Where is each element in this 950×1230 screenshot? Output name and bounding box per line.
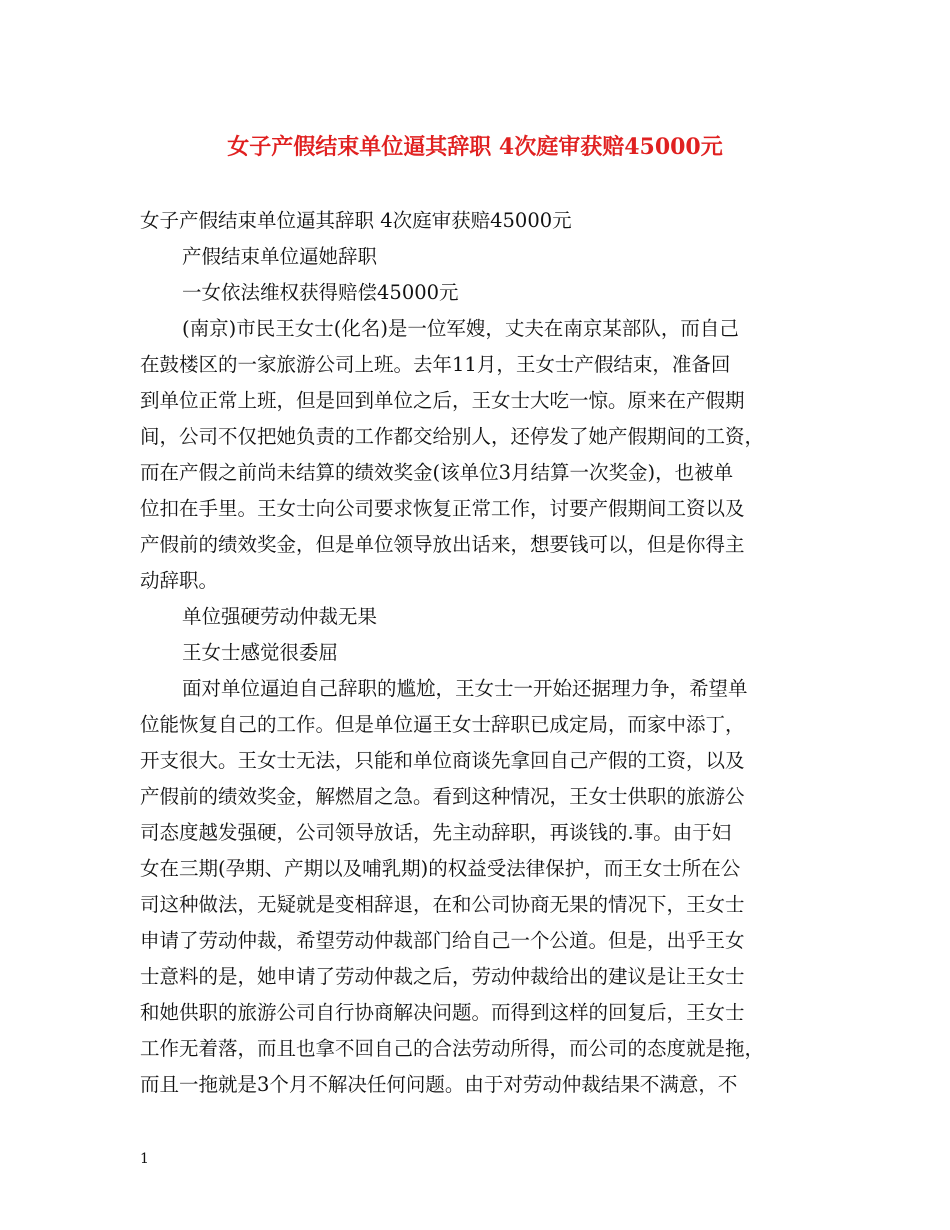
paragraph-line: 工作无着落，而且也拿不回自己的合法劳动所得，而公司的态度就是拖， <box>140 1037 765 1060</box>
section-heading: 单位强硬劳动仲裁无果 <box>182 605 378 628</box>
paragraph-line: (南京)市民王女士(化名)是一位军嫂，丈夫在南京某部队，而自己 <box>182 317 739 340</box>
section-heading: 一女依法维权获得赔偿45000元 <box>182 281 459 304</box>
paragraph-line: 面对单位逼迫自己辞职的尴尬，王女士一开始还据理力争，希望单 <box>182 677 748 700</box>
section-heading: 产假结束单位逼她辞职 <box>182 245 378 268</box>
paragraph-line: 而在产假之前尚未结算的绩效奖金(该单位3月结算一次奖金)，也被单 <box>140 461 734 484</box>
paragraph-line: 和她供职的旅游公司自行协商解决问题。而得到这样的回复后，王女士 <box>140 1001 745 1024</box>
paragraph-line: 开支很大。王女士无法，只能和单位商谈先拿回自己产假的工资，以及 <box>140 749 745 772</box>
paragraph-line: 到单位正常上班，但是回到单位之后，王女士大吃一惊。原来在产假期 <box>140 389 745 412</box>
paragraph-line: 司态度越发强硬，公司领导放话，先主动辞职，再谈钱的.事。由于妇 <box>140 821 732 844</box>
paragraph-line: 产假前的绩效奖金，但是单位领导放出话来，想要钱可以，但是你得主 <box>140 533 745 556</box>
paragraph-line: 女在三期(孕期、产期以及哺乳期)的权益受法律保护，而王女士所在公 <box>140 857 741 880</box>
paragraph-line: 士意料的是，她申请了劳动仲裁之后，劳动仲裁给出的建议是让王女士 <box>140 965 745 988</box>
paragraph-line: 动辞职。 <box>140 569 219 592</box>
paragraph-line: 产假前的绩效奖金，解燃眉之急。看到这种情况，王女士供职的旅游公 <box>140 785 745 808</box>
page-number: 1 <box>140 1151 149 1167</box>
paragraph-line: 位扣在手里。王女士向公司要求恢复正常工作，讨要产假期间工资以及 <box>140 497 745 520</box>
paragraph-line: 司这种做法，无疑就是变相辞退，在和公司协商无果的情况下，王女士 <box>140 893 745 916</box>
document-title: 女子产假结束单位逼其辞职 4次庭审获赔45000元 <box>227 134 723 160</box>
paragraph-line: 申请了劳动仲裁，希望劳动仲裁部门给自己一个公道。但是，出乎王女 <box>140 929 745 952</box>
section-heading: 王女士感觉很委屈 <box>182 641 339 664</box>
paragraph-line: 在鼓楼区的一家旅游公司上班。去年11月，王女士产假结束，准备回 <box>140 353 731 376</box>
body-line-subtitle: 女子产假结束单位逼其辞职 4次庭审获赔45000元 <box>140 209 572 232</box>
paragraph-line: 位能恢复自己的工作。但是单位逼王女士辞职已成定局，而家中添丁， <box>140 713 745 736</box>
document-body <box>140 203 812 1103</box>
paragraph-line: 而且一拖就是3个月不解决任何问题。由于对劳动仲裁结果不满意，不 <box>140 1073 738 1096</box>
paragraph-line: 间，公司不仅把她负责的工作都交给别人，还停发了她产假期间的工资， <box>140 425 765 448</box>
